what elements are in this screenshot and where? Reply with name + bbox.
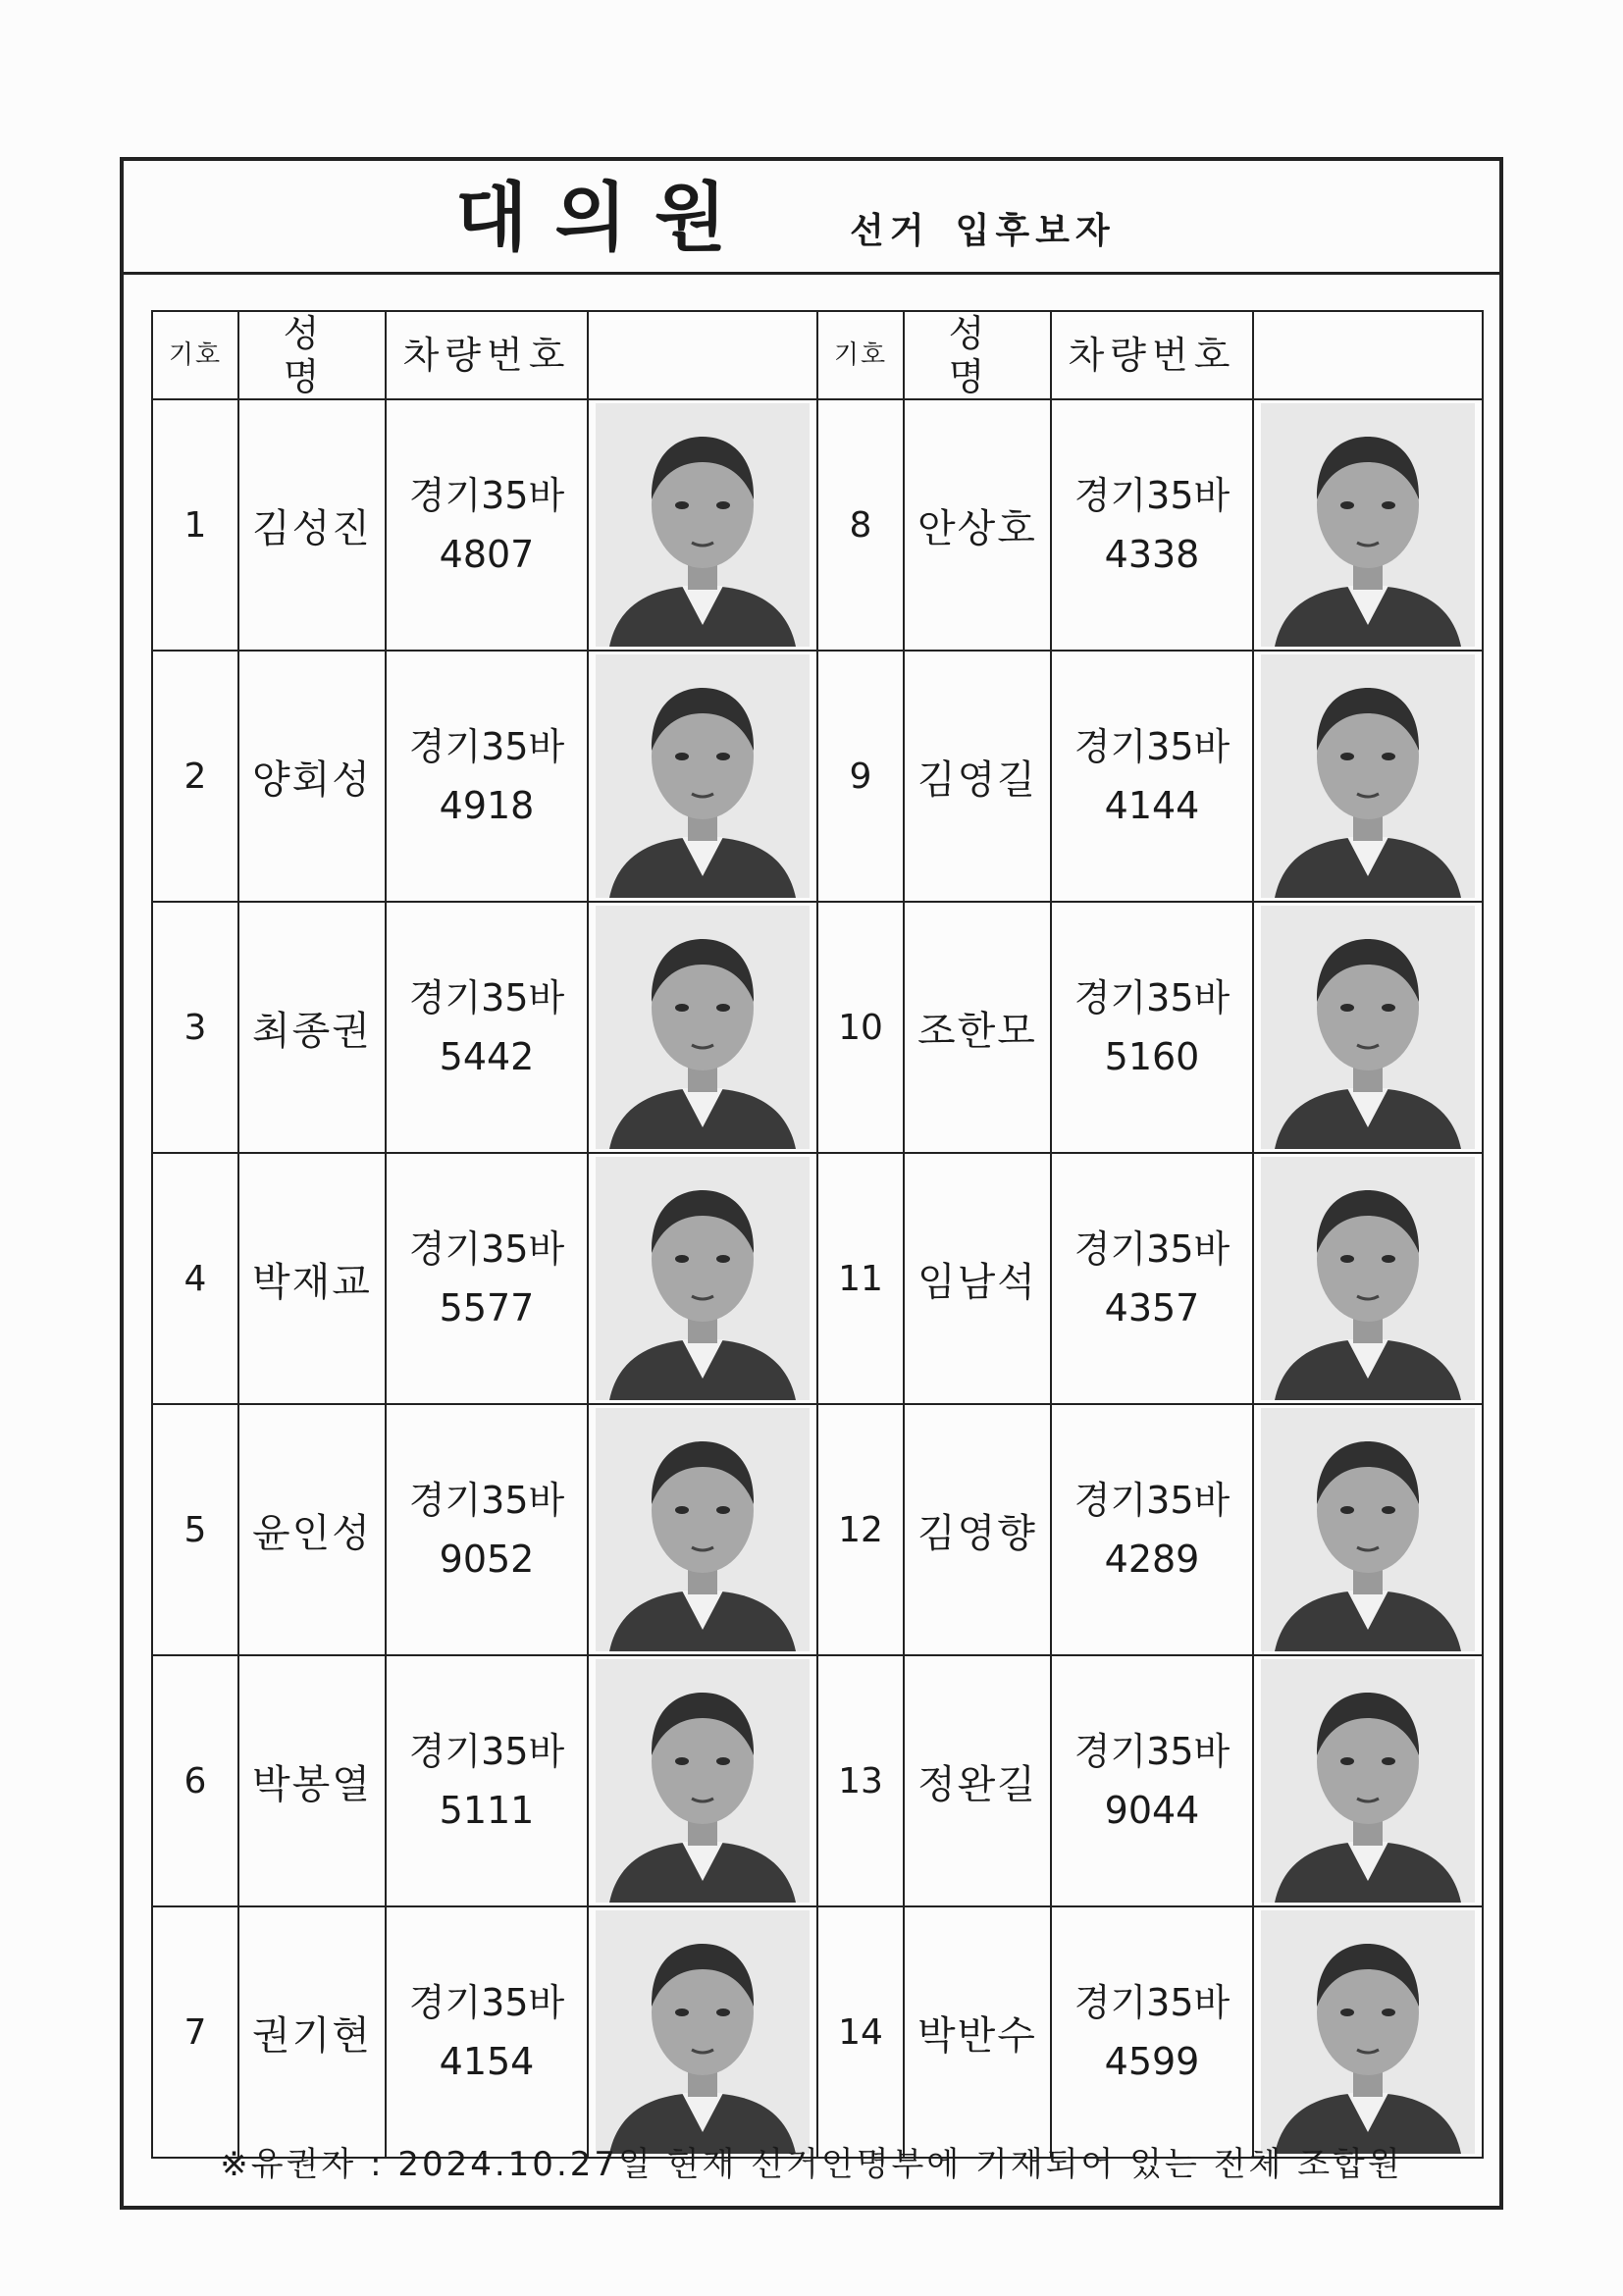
- candidate-photo-cell: [1253, 1655, 1483, 1906]
- candidate-photo: [596, 403, 810, 647]
- candidate-name: 윤인성: [238, 1404, 386, 1655]
- candidate-number: 12: [817, 1404, 904, 1655]
- candidate-photo-cell: [1253, 1906, 1483, 2158]
- vehicle-plate: [1051, 1655, 1253, 1906]
- candidate-name: 박재교: [238, 1153, 386, 1404]
- vehicle-plate: [1051, 1404, 1253, 1655]
- plate-number: 9052: [439, 1538, 535, 1581]
- voter-eligibility-note: ※유권자 : 2024.10.27일 현재 선거인명부에 기재되어 있는 전체 조합원: [220, 2145, 1403, 2184]
- vehicle-plate: [386, 399, 588, 651]
- table-row: [152, 399, 1483, 651]
- plate-number: 4289: [1104, 1538, 1200, 1581]
- candidate-photo-cell: [1253, 1153, 1483, 1404]
- candidate-photo: [596, 1659, 810, 1903]
- candidate-photo: [1261, 654, 1475, 898]
- candidate-name: 김영길: [904, 651, 1051, 902]
- candidate-photo-cell: [588, 1404, 817, 1655]
- plate-region: 경기35바: [1073, 474, 1230, 517]
- header-row: [152, 311, 1483, 399]
- candidate-photo-cell: [588, 1906, 817, 2158]
- candidate-rows: [152, 399, 1483, 2158]
- vehicle-plate: [386, 651, 588, 902]
- candidate-name: 임남석: [904, 1153, 1051, 1404]
- table-row: [152, 902, 1483, 1153]
- candidate-number: 6: [152, 1655, 238, 1906]
- subtitle-part-1: 선거: [850, 211, 930, 251]
- candidate-photo-cell: [588, 1655, 817, 1906]
- candidate-name: 안상호: [904, 399, 1051, 651]
- plate-region: 경기35바: [408, 1730, 565, 1773]
- candidate-number: 8: [817, 399, 904, 651]
- header-number: 기호: [152, 311, 238, 399]
- plate-region: 경기35바: [408, 725, 565, 768]
- candidate-number: 14: [817, 1906, 904, 2158]
- header-number: 기호: [817, 311, 904, 399]
- table-row: [152, 1153, 1483, 1404]
- plate-number: 4357: [1104, 1286, 1200, 1330]
- plate-region: 경기35바: [408, 1479, 565, 1522]
- plate-region: 경기35바: [408, 1981, 565, 2024]
- vehicle-plate: [1051, 399, 1253, 651]
- vehicle-plate: [1051, 1906, 1253, 2158]
- document-frame: [120, 157, 1503, 2210]
- vehicle-plate: [386, 902, 588, 1153]
- vehicle-plate: [1051, 902, 1253, 1153]
- page-title: 대의원: [455, 174, 755, 261]
- plate-number: 9044: [1104, 1789, 1200, 1832]
- candidate-name: 박반수: [904, 1906, 1051, 2158]
- plate-number: 5442: [439, 1035, 535, 1078]
- candidate-name: 양회성: [238, 651, 386, 902]
- candidate-number: 1: [152, 399, 238, 651]
- header-name: 성 명: [904, 311, 1051, 399]
- candidate-name: 김성진: [238, 399, 386, 651]
- candidate-photo-cell: [1253, 651, 1483, 902]
- vehicle-plate: [1051, 651, 1253, 902]
- candidate-photo-cell: [588, 399, 817, 651]
- plate-region: 경기35바: [1073, 1227, 1230, 1271]
- plate-number: 4144: [1104, 784, 1200, 827]
- header-plate: 차량번호: [386, 311, 588, 399]
- candidate-photo: [1261, 1157, 1475, 1400]
- vehicle-plate: [386, 1153, 588, 1404]
- header-photo: [1253, 311, 1483, 399]
- plate-number: 4807: [439, 533, 535, 576]
- candidate-photo: [596, 906, 810, 1149]
- header-plate: 차량번호: [1051, 311, 1253, 399]
- plate-number: 5160: [1104, 1035, 1200, 1078]
- candidate-name: 정완길: [904, 1655, 1051, 1906]
- candidate-photo: [1261, 1910, 1475, 2154]
- candidate-photo-cell: [588, 651, 817, 902]
- candidate-photo: [596, 1408, 810, 1651]
- candidate-photo-cell: [588, 1153, 817, 1404]
- plate-number: 4599: [1104, 2040, 1200, 2083]
- candidate-number: 5: [152, 1404, 238, 1655]
- header-photo: [588, 311, 817, 399]
- vehicle-plate: [386, 1404, 588, 1655]
- subtitle-part-2: 입후보자: [955, 211, 1116, 251]
- candidate-photo: [596, 1157, 810, 1400]
- candidate-number: 2: [152, 651, 238, 902]
- candidate-photo: [1261, 1659, 1475, 1903]
- candidate-photo: [1261, 403, 1475, 647]
- plate-region: 경기35바: [1073, 1479, 1230, 1522]
- plate-region: 경기35바: [408, 976, 565, 1019]
- candidate-photo-cell: [1253, 902, 1483, 1153]
- plate-number: 4338: [1104, 533, 1200, 576]
- candidate-photo: [596, 654, 810, 898]
- candidate-name: 박봉열: [238, 1655, 386, 1906]
- candidate-photo: [1261, 906, 1475, 1149]
- vehicle-plate: [1051, 1153, 1253, 1404]
- table-row: [152, 651, 1483, 902]
- vehicle-plate: [386, 1906, 588, 2158]
- table-row: [152, 1404, 1483, 1655]
- candidate-number: 7: [152, 1906, 238, 2158]
- candidate-number: 11: [817, 1153, 904, 1404]
- table-row: [152, 1655, 1483, 1906]
- candidate-photo-cell: [1253, 399, 1483, 651]
- plate-region: 경기35바: [1073, 725, 1230, 768]
- candidate-number: 4: [152, 1153, 238, 1404]
- candidate-name: 최종권: [238, 902, 386, 1153]
- plate-region: 경기35바: [1073, 976, 1230, 1019]
- title-bar: [124, 161, 1499, 275]
- page-subtitle: [850, 210, 1116, 253]
- plate-number: 5111: [439, 1789, 535, 1832]
- plate-region: 경기35바: [1073, 1981, 1230, 2024]
- vehicle-plate: [386, 1655, 588, 1906]
- candidate-name: 권기현: [238, 1906, 386, 2158]
- plate-region: 경기35바: [408, 1227, 565, 1271]
- candidate-photo: [1261, 1408, 1475, 1651]
- candidate-number: 9: [817, 651, 904, 902]
- candidate-number: 10: [817, 902, 904, 1153]
- candidate-photo-cell: [1253, 1404, 1483, 1655]
- candidate-table: [151, 310, 1484, 2159]
- candidate-photo: [596, 1910, 810, 2154]
- candidate-photo-cell: [588, 902, 817, 1153]
- plate-region: 경기35바: [1073, 1730, 1230, 1773]
- candidate-number: 13: [817, 1655, 904, 1906]
- candidate-number: 3: [152, 902, 238, 1153]
- table-row: [152, 1906, 1483, 2158]
- plate-number: 4154: [439, 2040, 535, 2083]
- plate-region: 경기35바: [408, 474, 565, 517]
- plate-number: 5577: [439, 1286, 535, 1330]
- plate-number: 4918: [439, 784, 535, 827]
- header-name: 성 명: [238, 311, 386, 399]
- candidate-name: 조한모: [904, 902, 1051, 1153]
- candidate-name: 김영향: [904, 1404, 1051, 1655]
